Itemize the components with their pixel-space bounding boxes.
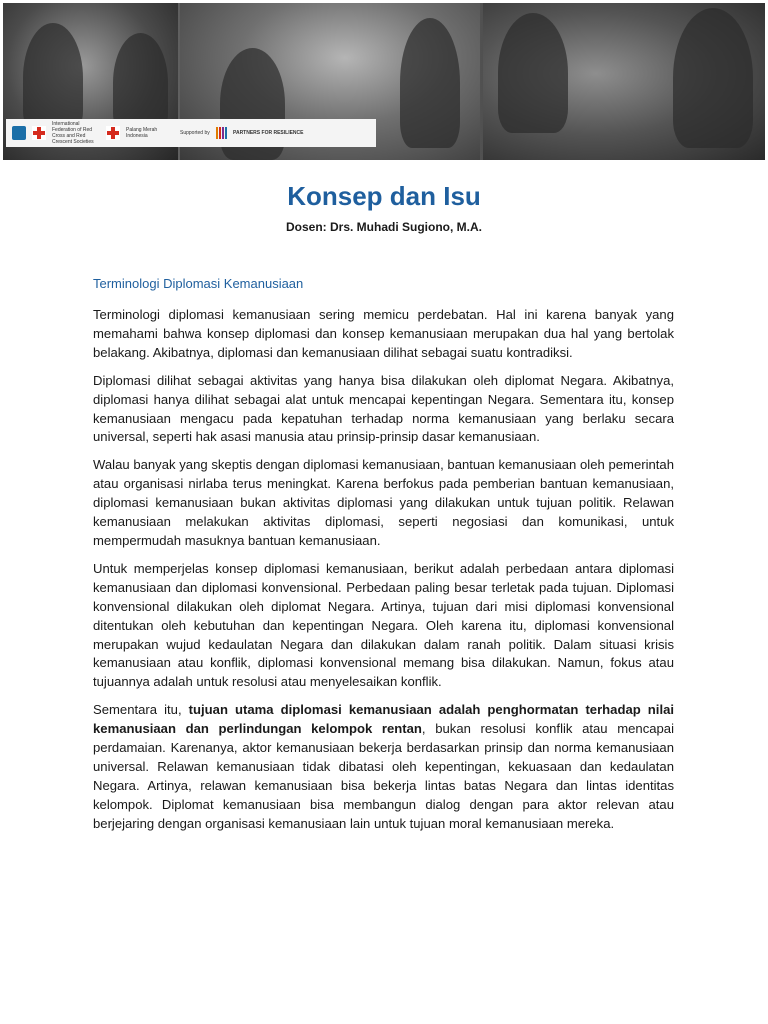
- paragraph-5-lead: Sementara itu,: [93, 702, 189, 718]
- partners-for-resilience-logo-icon: [216, 127, 227, 139]
- paragraph-5-bold: tujuan utama diplomasi kemanusiaan adalah penghormatan terhadap nilai kemanusiaan dan perlindungan kelompok rentan: [93, 702, 675, 737]
- document-title: Konsep dan Isu: [287, 181, 481, 211]
- paragraph-5: [93, 701, 674, 833]
- header-banner: [3, 3, 765, 160]
- section-heading: Terminologi Diplomasi Kemanusiaan: [93, 276, 304, 291]
- pmi-logo-text: Palang Merah Indonesia: [126, 127, 158, 139]
- palang-merah-indonesia-logo-icon: [106, 126, 120, 140]
- partner-logo-strip: [6, 119, 376, 147]
- supported-by-text: Supported by: [180, 130, 210, 136]
- ifrc-logo-text: International Federation of Red Cross and Red Crescent Societies: [52, 121, 94, 145]
- ifrc-reference-centre-logo-icon: [12, 126, 26, 140]
- paragraph-5-rest: , bukan resolusi konflik atau mencapai perdamaian. Karenanya, aktor kemanusiaan bekerja berdasarkan prinsip dan norma kemanusiaan universal. Relawan kemanusiaan tidak dibatasi oleh kepentingan, kekuasaan dan kedaulatan Negara. Artinya, relawan kemanusiaan bisa bekerja lintas batas Negara dan lintas identitas kelompok. Diplomat kemanusiaan bisa membangun dialog dengan para aktor relevan atau berjejaring dengan organisasi kemanusiaan lain untuk tujuan moral kemanusiaan mereka.: [93, 721, 674, 831]
- paragraph-3: Walau banyak yang skeptis dengan diplomasi kemanusiaan, bantuan kemanusiaan oleh pemerintah atau organisasi nirlaba terus meningkat. Karena berfokus pada pemberian bantuan kemanusiaan, diplomasi kemanusiaan bukan aktivitas diplomasi yang dilakukan untuk tujuan politik. Relawan kemanusiaan melakukan aktivitas diplomasi, seperti negosiasi dan komunikasi, untuk mempermudah masuknya bantuan kemanusiaan.: [93, 457, 674, 548]
- banner-photo-workshop: [483, 3, 765, 160]
- lecturer-line: Dosen: Drs. Muhadi Sugiono, M.A.: [286, 220, 482, 234]
- document-body: [93, 306, 674, 843]
- paragraph-4: Untuk memperjelas konsep diplomasi kemanusiaan, berikut adalah perbedaan antara diplomasi kemanusiaan dan diplomasi konvensional. Perbedaan paling besar terletak pada tujuan. Diplomasi konvensional dilakukan oleh diplomat Negara. Artinya, tujuan dari misi diplomasi konvensional ditentukan oleh kebutuhan dan kepentingan Negara. Oleh karena itu, diplomasi konvensional merupakan wujud kedaulatan Negara dan dilakukan dalam ranah politik. Dalam situasi krisis kemanusiaan atau konflik, diplomasi konvensional memang bisa dilakukan. Namun, fokus atau tujuannya adalah untuk resolusi atau menyelesaikan konflik.: [93, 560, 674, 690]
- red-cross-logo-icon: [32, 126, 46, 140]
- paragraph-1: Terminologi diplomasi kemanusiaan sering memicu perdebatan. Hal ini karena banyak yang memahami bahwa konsep diplomasi dan konsep kemanusiaan merupakan dua hal yang bertolak belakang. Akibatnya, diplomasi dan kemanusiaan dilihat sebagai suatu kontradiksi.: [93, 307, 674, 360]
- partners-for-resilience-text: PARTNERS FOR RESILIENCE: [233, 130, 304, 136]
- paragraph-2: Diplomasi dilihat sebagai aktivitas yang hanya bisa dilakukan oleh diplomat Negara. Akibatnya, diplomasi hanya dilihat sebagai alat untuk mencapai kepentingan Negara. Sementara itu, konsep kemanusiaan mengacu pada kepatuhan terhadap norma kemanusiaan yang berlaku secara universal, seperti hak asasi manusia atau prinsip-prinsip dasar kemanusiaan.: [93, 372, 674, 445]
